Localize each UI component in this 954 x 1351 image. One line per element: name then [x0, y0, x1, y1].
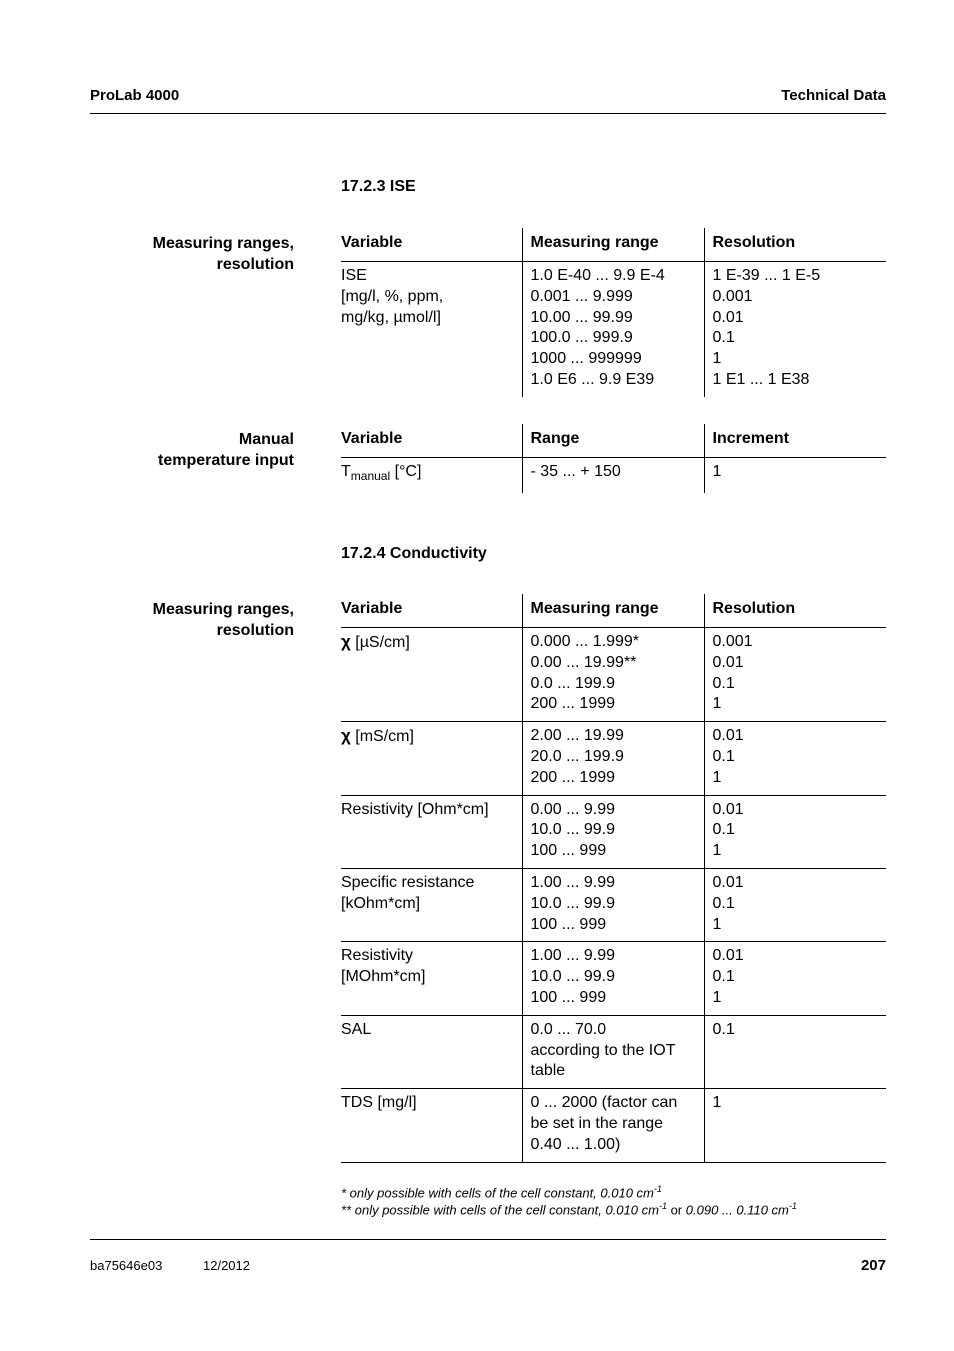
table-row: [341, 795, 886, 868]
ise-ranges-label: Measuring ranges, resolution: [152, 235, 294, 273]
footer-rule: [90, 1239, 886, 1240]
table-row: [341, 1089, 886, 1162]
column-header: Resolution: [704, 594, 886, 628]
variable-cell: SAL: [341, 1015, 522, 1088]
conductivity-ranges-label: Measuring ranges, resolution: [152, 601, 294, 639]
variable-cell: χ [µS/cm]: [341, 628, 522, 722]
increment-cell: 1: [704, 458, 886, 493]
conductivity-table: [341, 594, 886, 1163]
header-product: ProLab 4000: [90, 87, 180, 104]
table-header-row: [341, 424, 886, 458]
table-header-row: [341, 594, 886, 628]
column-header: Measuring range: [522, 228, 704, 262]
column-header: Range: [522, 424, 704, 458]
section-title-ise: 17.2.3 ISE: [341, 178, 416, 195]
table-row: [341, 1015, 886, 1088]
table-header-row: [341, 228, 886, 262]
manual-temperature-table: [341, 424, 886, 493]
footnote-2: ** only possible with cells of the cell constant, 0.010 $cm^{-1}$ or 0.090 ... 0.110 $cm^{-1}$: [341, 1201, 797, 1218]
column-header: Variable: [341, 424, 522, 458]
resolution-cell: 0.01 0.1 1: [704, 868, 886, 941]
header-chapter: Technical Data: [781, 87, 886, 104]
range-cell: 0 ... 2000 (factor can be set in the range 0.40 ... 1.00): [522, 1089, 704, 1162]
variable-cell: Specific resistance [kOhm*cm]: [341, 868, 522, 941]
manual-temperature-label: Manual temperature input: [157, 431, 294, 469]
table-row: [341, 262, 886, 397]
range-cell: 1.00 ... 9.99 10.0 ... 99.9 100 ... 999: [522, 942, 704, 1015]
range-cell: 0.00 ... 9.99 10.0 ... 99.9 100 ... 999: [522, 795, 704, 868]
variable-cell: Resistivity [MOhm*cm]: [341, 942, 522, 1015]
resolution-cell: 0.01 0.1 1: [704, 795, 886, 868]
table-row: [341, 628, 886, 722]
column-header: Measuring range: [522, 594, 704, 628]
resolution-cell: 1: [704, 1089, 886, 1162]
variable-cell: χ [mS/cm]: [341, 722, 522, 795]
ise-ranges-table: [341, 228, 886, 397]
range-cell: 0.0 ... 70.0 according to the IOT table: [522, 1015, 704, 1088]
column-header: Resolution: [704, 228, 886, 262]
range-cell: 1.00 ... 9.99 10.0 ... 99.9 100 ... 999: [522, 868, 704, 941]
chi-symbol: χ: [341, 632, 351, 651]
variable-cell: Resistivity [Ohm*cm]: [341, 795, 522, 868]
resolution-cell: 0.1: [704, 1015, 886, 1088]
range-cell: 2.00 ... 19.99 20.0 ... 199.9 200 ... 1999: [522, 722, 704, 795]
column-header: Variable: [341, 228, 522, 262]
column-header: Variable: [341, 594, 522, 628]
resolution-cell: 0.001 0.01 0.1 1: [704, 628, 886, 722]
footer-doc-id: ba75646e03: [90, 1258, 163, 1273]
header-rule: [90, 113, 886, 114]
footnote-1: * only possible with cells of the cell constant, 0.010 $cm^{-1}$: [341, 1184, 662, 1201]
table-row: [341, 868, 886, 941]
page-number: 207: [860, 1257, 886, 1274]
variable-cell: $T_{manual}$ [°C]: [341, 463, 422, 484]
resolution-cell: 1 E-39 ... 1 E-5 0.001 0.01 0.1 1 1 E1 ... 1 E38: [704, 262, 886, 397]
variable-cell: TDS [mg/l]: [341, 1089, 522, 1162]
section-title-conductivity: 17.2.4 Conductivity: [341, 545, 487, 562]
table-row: [341, 722, 886, 795]
resolution-cell: 0.01 0.1 1: [704, 942, 886, 1015]
range-cell: - 35 ... + 150: [522, 458, 704, 493]
footer-date: 12/2012: [203, 1258, 250, 1273]
table-row: [341, 458, 886, 493]
column-header: Increment: [704, 424, 886, 458]
table-row: [341, 942, 886, 1015]
range-cell: 0.000 ... 1.999* 0.00 ... 19.99** 0.0 ... 199.9 200 ... 1999: [522, 628, 704, 722]
range-cell: 1.0 E-40 ... 9.9 E-4 0.001 ... 9.999 10.00 ... 99.99 100.0 ... 999.9 1000 ... 999999 1.0 E6 ... 9.9 E39: [522, 262, 704, 397]
variable-cell: ISE [mg/l, %, ppm, mg/kg, µmol/l]: [341, 267, 444, 326]
chi-symbol: χ: [341, 726, 351, 746]
resolution-cell: 0.01 0.1 1: [704, 722, 886, 795]
